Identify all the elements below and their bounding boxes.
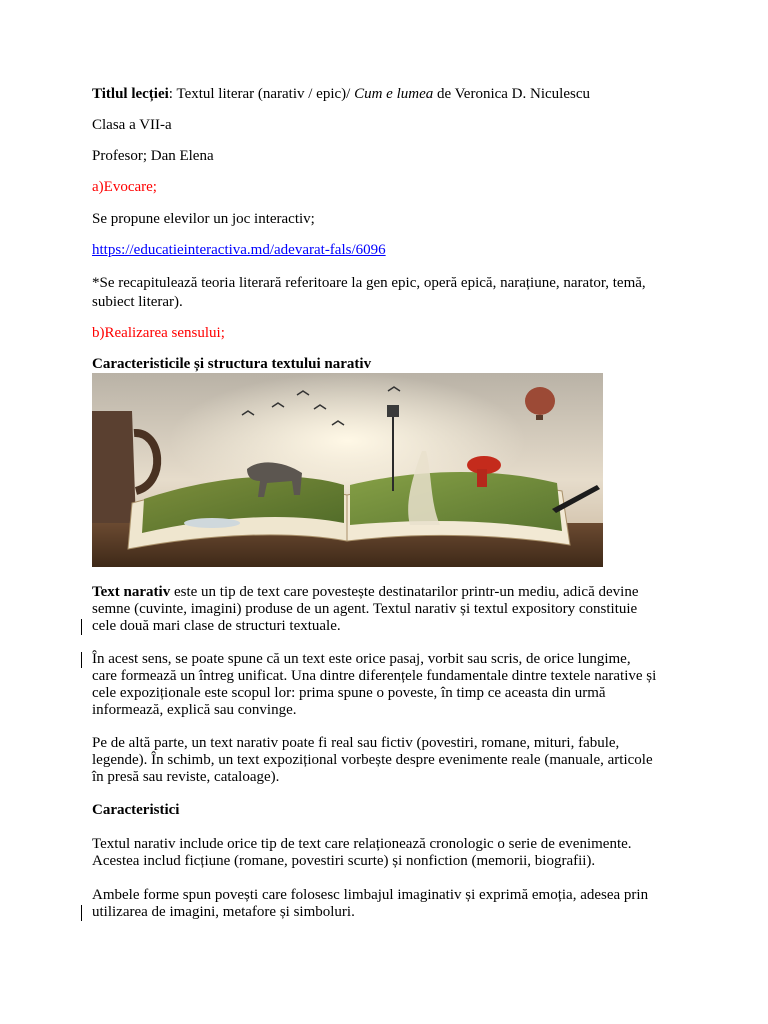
para3-line-2: legende). În schimb, un text expozițional vorbește despre evenimente reale (manuale, articole xyxy=(92,752,653,768)
para2-line-3: cele expoziționale este scopul lor: prima spune o poveste, în timp ce aceasta din urmă xyxy=(92,685,606,701)
open-book-illustration xyxy=(92,373,603,567)
section-sens-heading: b)Realizarea sensului; xyxy=(92,325,225,341)
para3-line-3: în presă sau reviste, cataloage). xyxy=(92,769,280,785)
para5-line-2: utilizarea de imagini, metafore și simboluri. xyxy=(92,904,355,920)
para5-line-1: Ambele forme spun povești care folosesc limbajul imaginativ și exprimă emoția, adesea prin xyxy=(92,887,649,903)
lesson-title xyxy=(92,86,590,103)
definition-term: Text narativ xyxy=(92,584,171,600)
definition-line-3: cele două mari clase de structuri textuale. xyxy=(92,618,341,634)
game-intro: Se propune elevilor un joc interactiv; xyxy=(92,211,315,227)
recap-line-1: *Se recapitulează teoria literară referitoare la gen epic, operă epică, narațiune, narator, temă, xyxy=(92,275,646,291)
para2-line-1: În acest sens, se poate spune că un text este orice pasaj, vorbit sau scris, de orice lungime, xyxy=(92,651,631,667)
lesson-work-title: Cum e lumea xyxy=(354,86,434,102)
text-cursor-marker xyxy=(81,905,82,921)
structure-heading: Caracteristicile și structura textului narativ xyxy=(92,356,372,372)
para4-line-2: Acestea includ ficțiune (romane, povestiri scurte) și nonfiction (memorii, biografii). xyxy=(92,853,596,869)
definition-line-1-rest: este un tip de text care povestește destinatarilor printr-un mediu, adică devine xyxy=(170,584,639,600)
lesson-title-text: Textul literar (narativ / epic)/ xyxy=(176,86,355,102)
para2-line-2: care formează un întreg unificat. Una dintre diferențele fundamentale dintre textele narative și xyxy=(92,668,657,684)
definition-line-1 xyxy=(92,584,638,601)
game-link[interactable]: https://educatieinteractiva.md/adevarat-fals/6096 xyxy=(92,242,386,258)
class-line: Clasa a VII-a xyxy=(92,117,172,133)
teacher-line: Profesor; Dan Elena xyxy=(92,148,214,164)
para4-line-1: Textul narativ include orice tip de text care relaționează cronologic o serie de evenimente. xyxy=(92,836,632,852)
para3-line-1: Pe de altă parte, un text narativ poate fi real sau fictiv (povestiri, romane, mituri, fabule, xyxy=(92,735,620,751)
characteristics-heading: Caracteristici xyxy=(92,802,180,818)
lesson-title-label: Titlul lecției xyxy=(92,86,169,102)
section-evocare-heading: a)Evocare; xyxy=(92,179,157,195)
text-cursor-marker xyxy=(81,652,82,668)
lesson-author: de Veronica D. Niculescu xyxy=(433,86,590,102)
text-cursor-marker xyxy=(81,619,82,635)
definition-line-2: semne (cuvinte, imagini) produse de un agent. Textul narativ și textul expository constituie xyxy=(92,601,638,617)
para2-line-4: informează, explică sau convinge. xyxy=(92,702,297,718)
recap-line-2: subiect literar). xyxy=(92,294,183,310)
lesson-title-colon: : xyxy=(168,86,177,102)
